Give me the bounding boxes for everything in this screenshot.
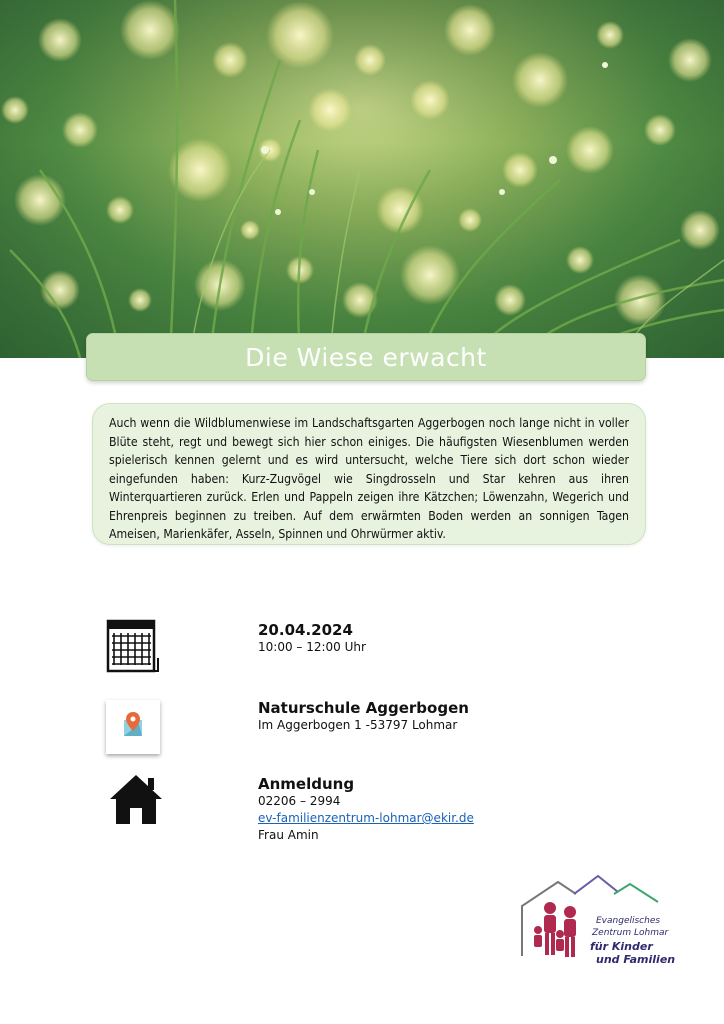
location-address: Im Aggerbogen 1 -53797 Lohmar	[258, 718, 458, 732]
house-icon	[108, 772, 164, 826]
organization-logo	[518, 872, 678, 972]
meadow-photo	[0, 0, 724, 358]
logo-line-3: für Kinder	[590, 940, 653, 953]
page-title: Die Wiese erwacht	[245, 342, 487, 372]
registration-info	[258, 775, 474, 844]
map-pin-icon	[106, 700, 160, 754]
intro-text: Auch wenn die Wildblumenwiese im Landschaftsgarten Aggerbogen noch lange nicht in voller Blüte steht, regt und bewegt sich hier schon einiges. Die häufigsten Wiesenblumen werden spielerisch kennen gelernt und es wird untersucht, welche Tiere sich dort schon wieder eingefunden haben: Kurz-Zugvögel wie Singdrosseln und Star kehren aus ihren Winterquartieren zurück. Erlen und Pappeln zeigen ihre Kätzchen; Löwenzahn, Wegerich und Ehrenpreis beginnen zu treiben. Auf dem erwärmten Boden werden an sonnigen Tagen Ameisen, Marienkäfer, Asseln, Spinnen und Ohrwürmer aktiv.	[109, 416, 629, 541]
phone-number: 02206 – 2994	[258, 794, 341, 808]
calendar-icon	[106, 618, 160, 674]
logo-line-4: und Familien	[596, 953, 676, 966]
location-info	[258, 699, 469, 734]
event-time: 10:00 – 12:00 Uhr	[258, 640, 366, 654]
registration-heading: Anmeldung	[258, 775, 355, 793]
title-banner	[86, 333, 646, 381]
intro-box	[92, 403, 646, 545]
date-info	[258, 621, 366, 656]
hero-image	[0, 0, 724, 358]
contact-person: Frau Amin	[258, 828, 319, 842]
event-date: 20.04.2024	[258, 621, 353, 639]
logo-line-2: Zentrum Lohmar	[592, 928, 669, 938]
email-link[interactable]: ev-familienzentrum-lohmar@ekir.de	[258, 811, 474, 825]
location-name: Naturschule Aggerbogen	[258, 699, 469, 717]
logo-line-1: Evangelisches	[596, 916, 661, 926]
